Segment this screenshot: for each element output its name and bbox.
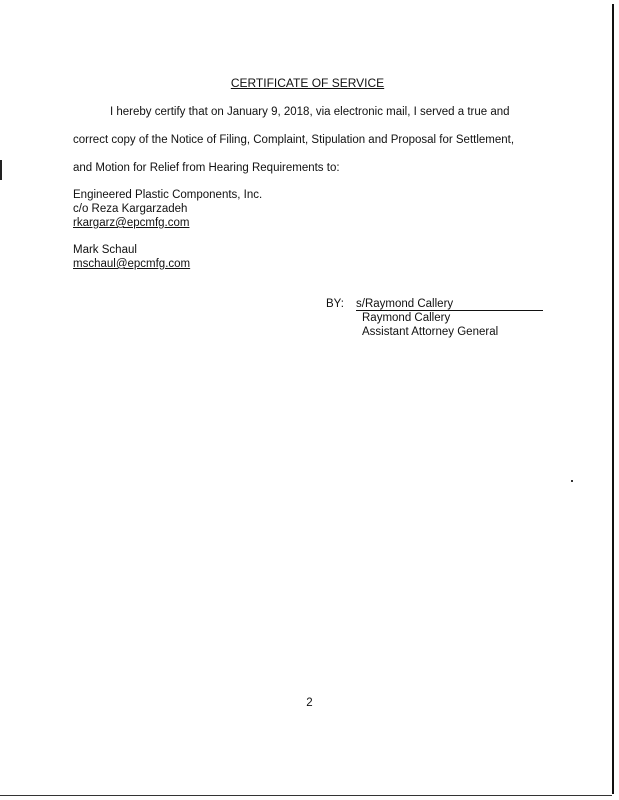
- recipient-name: Mark Schaul: [73, 244, 137, 256]
- scan-speck: [571, 480, 573, 482]
- scan-edge-bottom: [0, 795, 612, 796]
- page-number: 2: [306, 697, 313, 709]
- scan-edge-right: [612, 4, 614, 794]
- recipient-block-1: [73, 188, 262, 230]
- certification-line-3: and Motion for Relief from Hearing Requirements to:: [73, 162, 340, 174]
- signature-block: [326, 297, 543, 339]
- signer-title: Assistant Attorney General: [362, 326, 499, 338]
- signature-line: [356, 297, 543, 311]
- recipient-company: Engineered Plastic Components, Inc.: [73, 189, 263, 201]
- scan-edge-left: [0, 160, 2, 180]
- electronic-signature: s/Raymond Callery: [356, 298, 454, 310]
- by-label: BY:: [326, 298, 344, 310]
- document-title: CERTIFICATE OF SERVICE: [230, 76, 385, 90]
- certification-line-1: I hereby certify that on January 9, 2018, via electronic mail, I served a true and: [110, 106, 510, 118]
- certification-line-2: correct copy of the Notice of Filing, Complaint, Stipulation and Proposal for Settlement,: [73, 134, 515, 146]
- recipient-block-2: [73, 243, 190, 271]
- recipient-email[interactable]: mschaul@epcmfg.com: [73, 258, 191, 270]
- recipient-attention: c/o Reza Kargarzadeh: [73, 203, 188, 215]
- signer-name: Raymond Callery: [362, 312, 451, 324]
- recipient-email[interactable]: rkargarz@epcmfg.com: [73, 217, 190, 229]
